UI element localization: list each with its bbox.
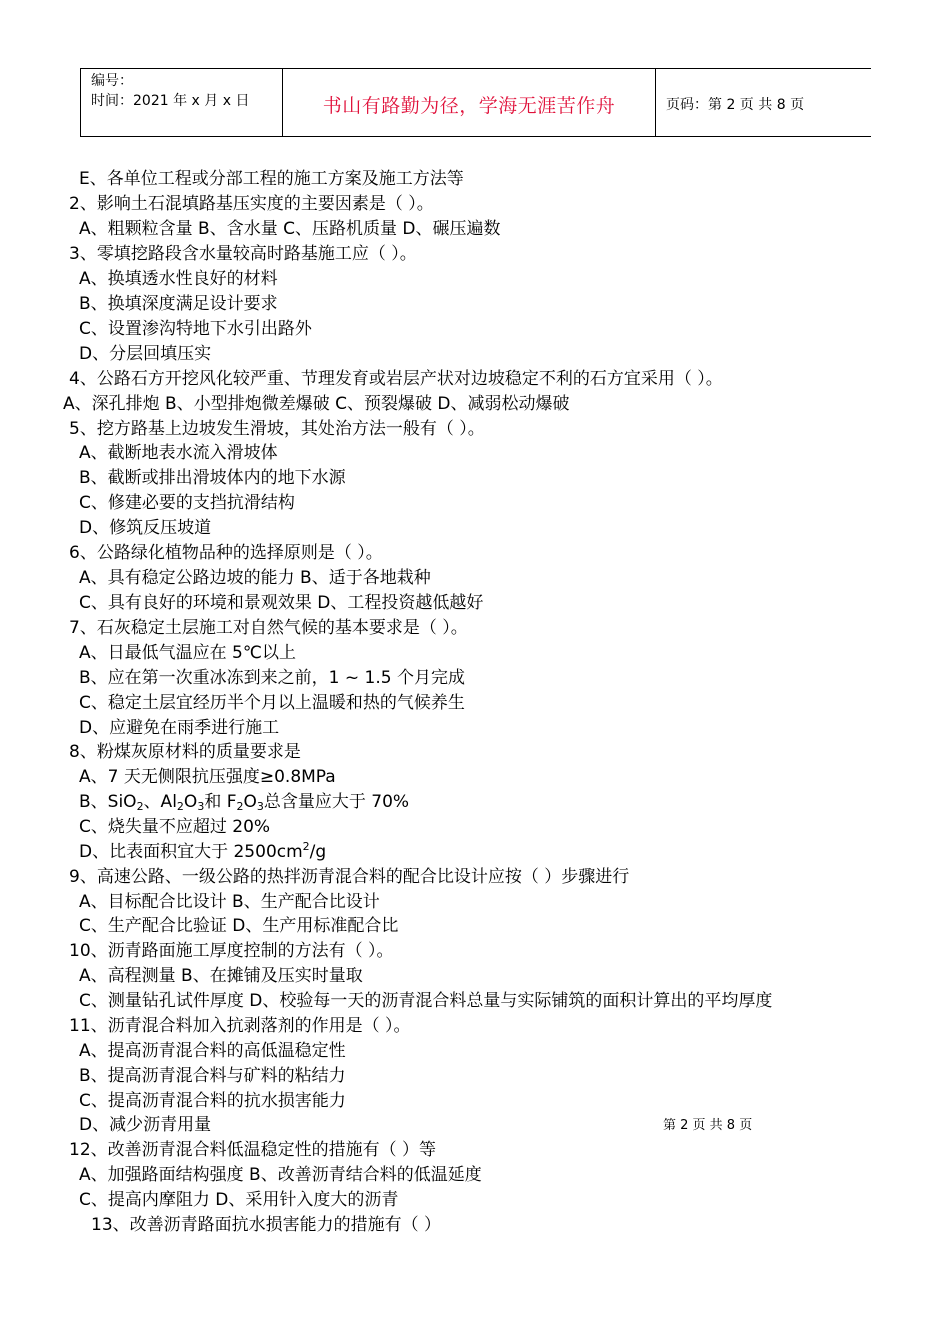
question-11: 11、沥青混合料加入抗剥落剂的作用是（ ）。 — [69, 1016, 411, 1036]
page-footer: 第 2 页 共 8 页 — [663, 1118, 753, 1133]
question-6-options-ab: A、具有稳定公路边坡的能力 B、适于各地栽种 — [79, 568, 431, 588]
question-7-option-a: A、日最低气温应在 5℃以上 — [79, 643, 296, 663]
question-10-options-cd: C、测量钻孔试件厚度 D、校验每一天的沥青混合料总量与实际铺筑的面积计算出的平均厚度 — [79, 991, 773, 1011]
question-5-option-a: A、截断地表水流入滑坡体 — [79, 443, 278, 463]
question-5: 5、挖方路基上边坡发生滑坡，其处治方法一般有（ ）。 — [69, 419, 485, 439]
document-date-label: 时间：2021 年 x 月 x 日 — [91, 93, 250, 109]
document-header — [80, 68, 871, 137]
question-5-option-d: D、修筑反压坡道 — [79, 518, 212, 538]
header-info-cell — [81, 69, 283, 136]
question-10: 10、沥青路面施工厚度控制的方法有（ ）。 — [69, 941, 394, 961]
question-8-option-c: C、烧失量不应超过 20% — [79, 817, 271, 837]
question-10-options-ab: A、高程测量 B、在摊铺及压实时量取 — [79, 966, 363, 986]
question-7: 7、石灰稳定土层施工对自然气候的基本要求是（ ）。 — [69, 618, 468, 638]
question-6-options-cd: C、具有良好的环境和景观效果 D、工程投资越低越好 — [79, 593, 484, 613]
question-12-options-ab: A、加强路面结构强度 B、改善沥青结合料的低温延度 — [79, 1165, 482, 1185]
question-13: 13、改善沥青路面抗水损害能力的措施有（ ） — [91, 1215, 442, 1235]
question-4-options: A、深孔排炮 B、小型排炮微差爆破 C、预裂爆破 D、减弱松动爆破 — [63, 394, 570, 414]
question-3-option-d: D、分层回填压实 — [79, 344, 212, 364]
question-2-options: A、粗颗粒含量 B、含水量 C、压路机质量 D、碾压遍数 — [79, 219, 501, 239]
question-12-options-cd: C、提高内摩阻力 D、采用针入度大的沥青 — [79, 1190, 399, 1210]
question-3-option-a: A、换填透水性良好的材料 — [79, 269, 278, 289]
question-9: 9、高速公路、一级公路的热拌沥青混合料的配合比设计应按（ ）步骤进行 — [69, 867, 630, 887]
question-8-option-d: D、比表面积宜大于 $2500cm^2/g$ — [79, 840, 327, 862]
question-4: 4、公路石方开挖风化较严重、节理发育或岩层产状对边坡稳定不利的石方宜采用（ ）。 — [69, 369, 723, 389]
question-9-options-ab: A、目标配合比设计 B、生产配合比设计 — [79, 892, 380, 912]
question-8: 8、粉煤灰原材料的质量要求是 — [69, 742, 301, 762]
question-9-options-cd: C、生产配合比验证 D、生产用标准配合比 — [79, 916, 399, 936]
header-motto-cell — [283, 69, 656, 136]
header-page-label: 页码：第 2 页 共 8 页 — [666, 97, 805, 113]
question-3: 3、零填挖路段含水量较高时路基施工应（ ）。 — [69, 244, 417, 264]
question-3-option-b: B、换填深度满足设计要求 — [79, 294, 278, 314]
document-number-label: 编号： — [91, 73, 133, 89]
header-page-cell — [656, 69, 871, 136]
question-11-option-a: A、提高沥青混合料的高低温稳定性 — [79, 1041, 346, 1061]
question-7-option-c: C、稳定土层宜经历半个月以上温暖和热的气候养生 — [79, 693, 465, 713]
question-6: 6、公路绿化植物品种的选择原则是（ ）。 — [69, 543, 383, 563]
question-11-option-b: B、提高沥青混合料与矿料的粘结力 — [79, 1066, 346, 1086]
header-motto: 书山有路勤为径，学海无涯苦作舟 — [322, 95, 616, 117]
question-11-option-d: D、减少沥青用量 — [79, 1115, 212, 1135]
question-1-option-e: E、各单位工程或分部工程的施工方案及施工方法等 — [79, 169, 464, 189]
question-12: 12、改善沥青混合料低温稳定性的措施有（ ）等 — [69, 1140, 437, 1160]
question-7-option-b: B、应在第一次重冰冻到来之前，1 ~ 1.5 个月完成 — [79, 668, 465, 688]
question-8-option-a: A、7 天无侧限抗压强度≥0.8MPa — [79, 767, 336, 787]
question-11-option-c: C、提高沥青混合料的抗水损害能力 — [79, 1091, 346, 1111]
question-8-option-b: B、SiO$_2$、$Al_2O_3$和 $F_2O_3$总含量应大于 70% — [79, 792, 410, 813]
question-3-option-c: C、设置渗沟特地下水引出路外 — [79, 319, 312, 339]
question-5-option-c: C、修建必要的支挡抗滑结构 — [79, 493, 295, 513]
question-7-option-d: D、应避免在雨季进行施工 — [79, 718, 280, 738]
question-5-option-b: B、截断或排出滑坡体内的地下水源 — [79, 468, 346, 488]
question-2: 2、影响土石混填路基压实度的主要因素是（ ）。 — [69, 194, 434, 214]
